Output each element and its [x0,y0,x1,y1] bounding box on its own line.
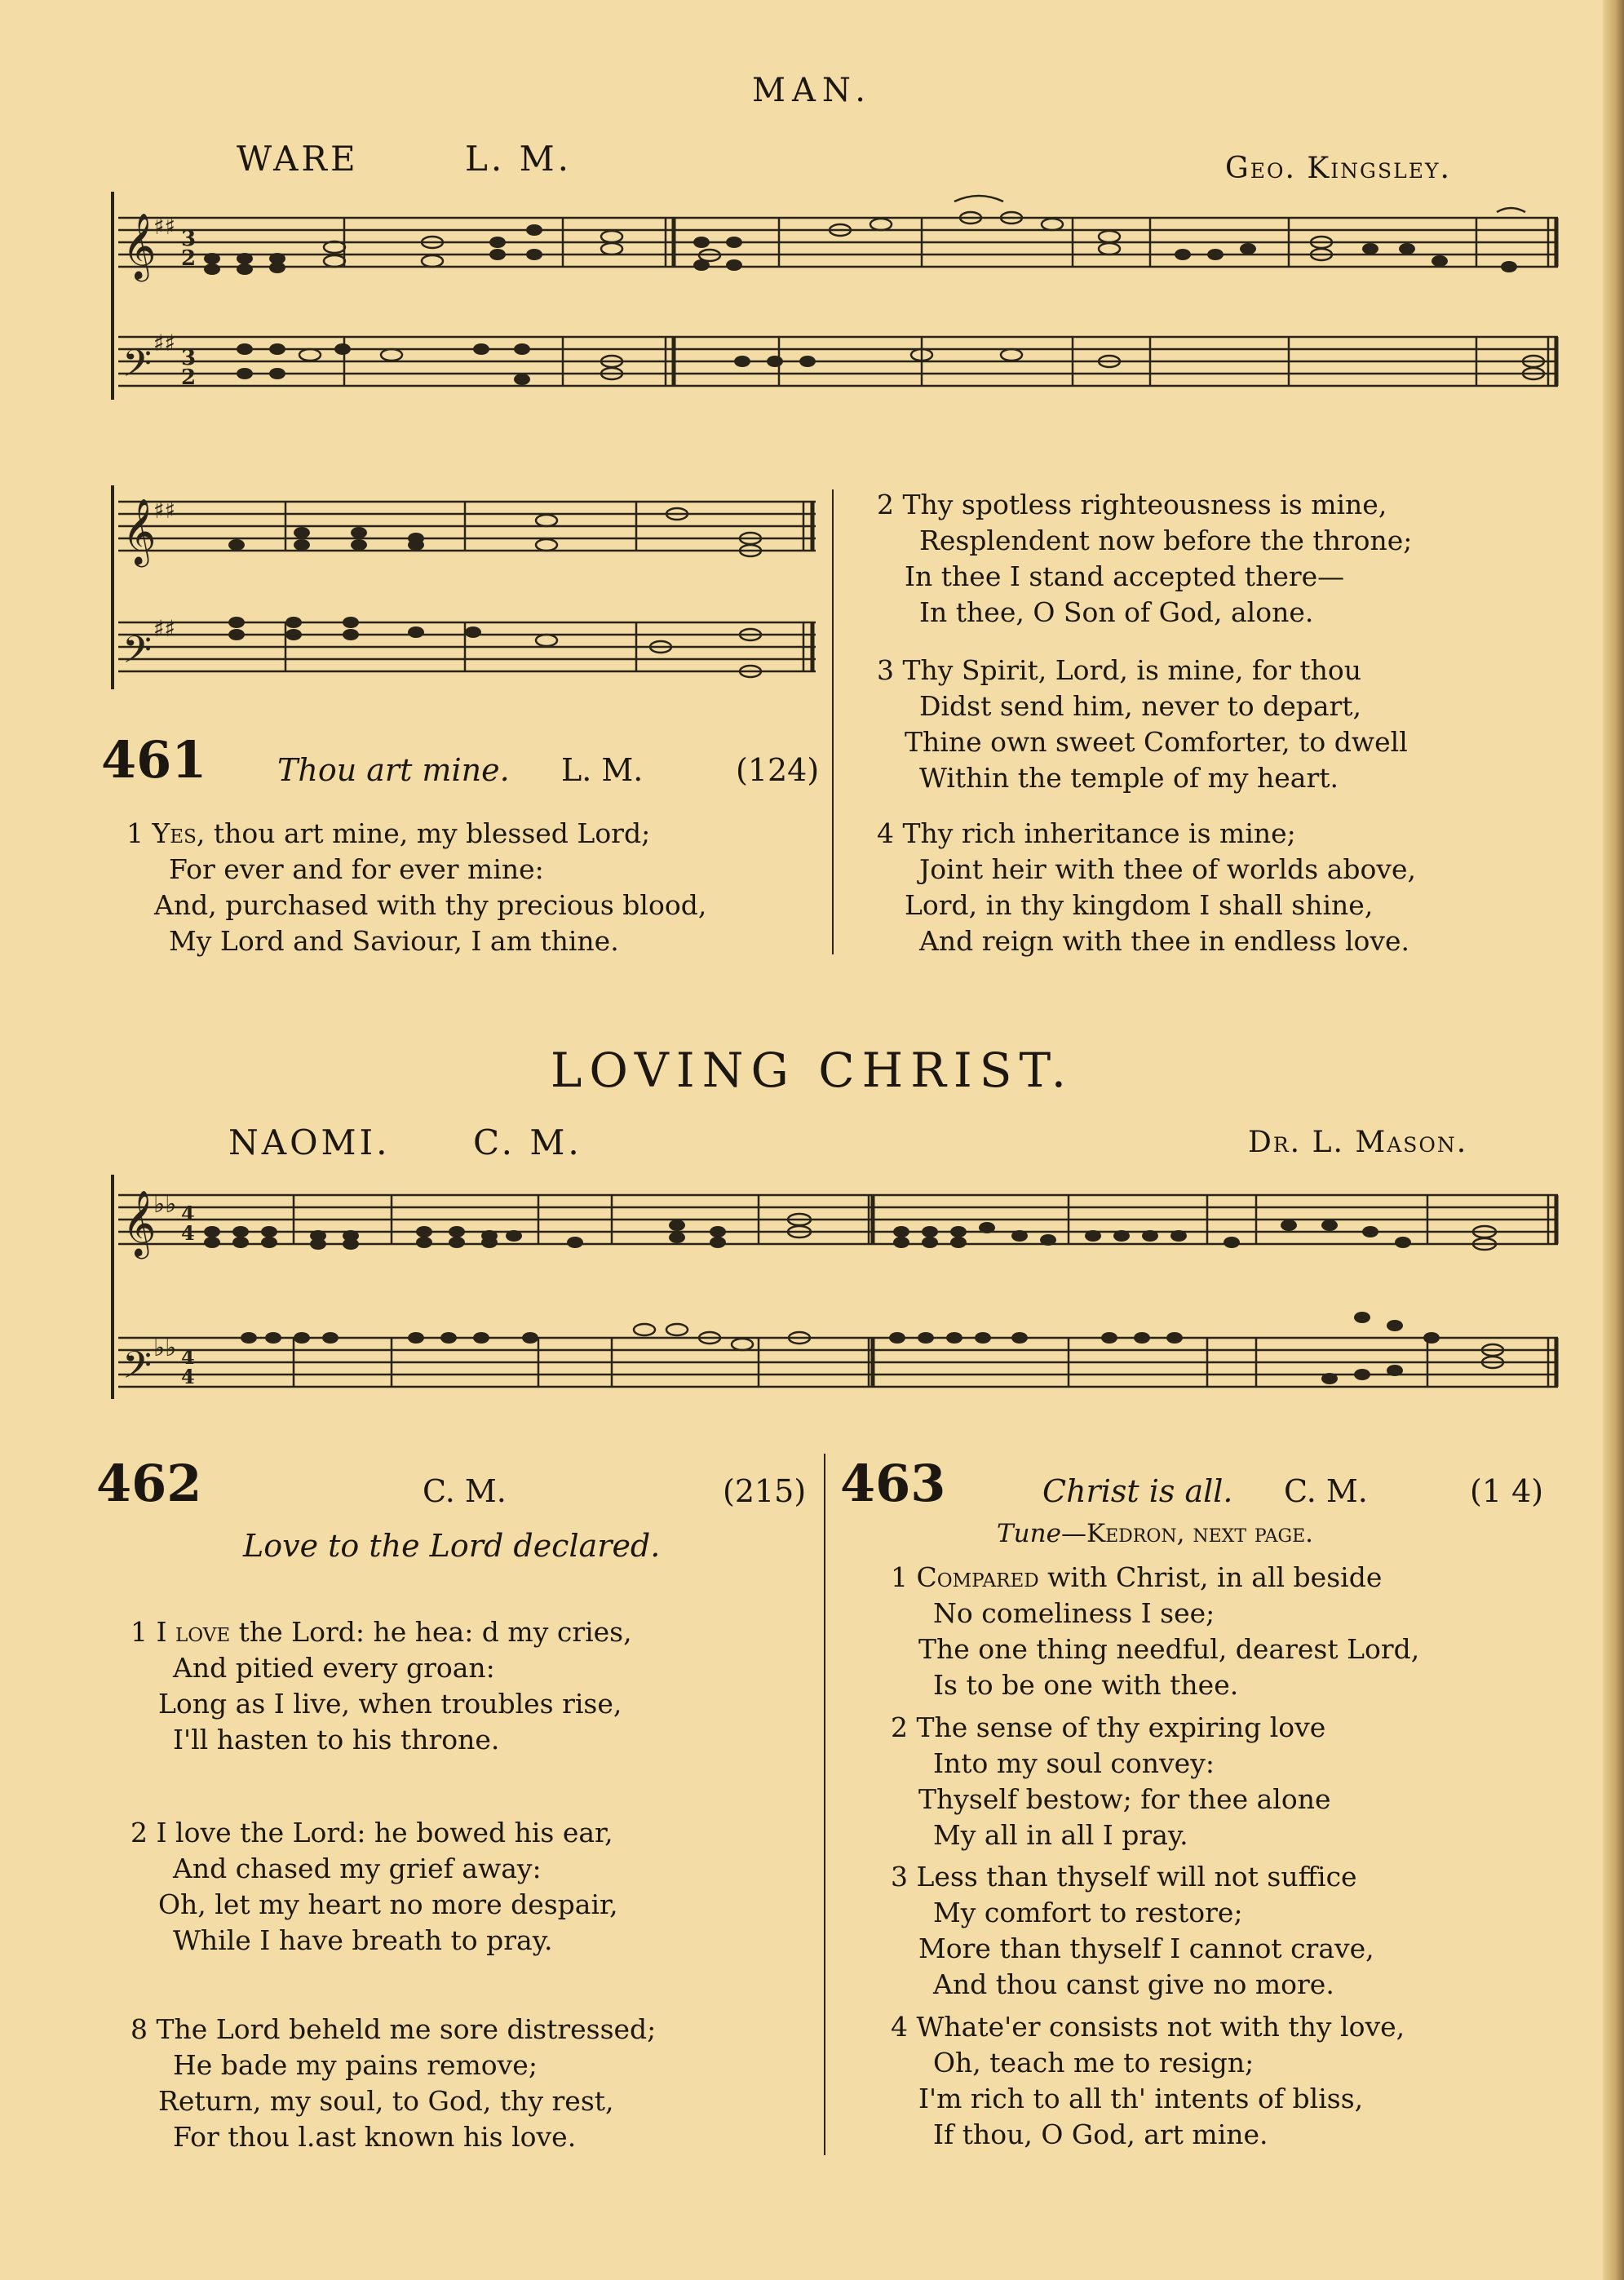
running-title: MAN. [752,72,872,109]
hymn-461-title: Thou art mine. [277,752,510,788]
hymn-461-ref: (124) [736,752,820,788]
naomi-score [106,1167,1566,1436]
svg-text:4: 4 [181,1365,195,1388]
hymn-462-stanza-1: 1 I love the Lord: he hea: d my cries, And pitied every groan: Long as I live, when troubles rise, I'll hasten to his throne. [131,1616,632,1755]
hymn-463-meter: C. M. [1284,1473,1368,1509]
hymn-463-tune-note: Tune—Kedron, next page. [997,1519,1314,1548]
svg-text:4: 4 [181,1345,195,1369]
hymn-463-stanza-3: 3 Less than thyself will not suffice My comfort to restore; More than thyself I cannot crave, And thou canst give no more. [891,1861,1374,2000]
hymn-463-stanza-4: 4 Whate'er consists not with thy love, Oh, teach me to resign; I'm rich to all th' intents of bliss, If thou, O God, art mine. [891,2011,1405,2150]
hymn-462-meter: C. M. [423,1473,507,1509]
svg-text:♯♯: ♯♯ [153,497,176,524]
hymn-462-stanza-3: 8 The Lord beheld me sore distressed; He bade my pains remove; Return, my soul, to God, thy rest, For thou l.ast known his love. [131,2013,657,2153]
ware-composer: Geo. Kingsley. [1225,152,1451,185]
hymn-463-stanza-2: 2 The sense of thy expiring love Into my soul convey: Thyself bestow; for thee alone My all in all I pray. [891,1711,1331,1851]
hymn-462-ref: (215) [723,1473,807,1509]
column-rule-bottom [824,1454,825,2155]
svg-text:3: 3 [181,227,197,251]
hymn-462-stanza-2: 2 I love the Lord: he bowed his ear, And chased my grief away: Oh, let my heart no more despair, While I have breath to pray. [131,1817,618,1956]
svg-text:𝄢: 𝄢 [122,1344,153,1397]
hymn-463-title: Christ is all. [1042,1473,1233,1509]
hymn-463-number: 463 [840,1454,946,1513]
naomi-tune-name: NAOMI. [228,1122,391,1162]
hymn-463-stanza-1: 1 Compared with Christ, in all beside No comeliness I see; The one thing needful, dearest Lord, Is to be one with thee. [891,1561,1420,1701]
section-title: LOVING CHRIST. [550,1043,1074,1098]
page-edge [1603,0,1624,2280]
svg-text:𝄞: 𝄞 [122,498,157,564]
svg-text:𝄢: 𝄢 [122,342,153,395]
hymn-461-stanza-3: 3 Thy Spirit, Lord, is mine, for thou Didst send him, never to depart, Thine own sweet Comforter, to dwell Within the temple of my heart. [877,654,1408,794]
hymn-461-meter: L. M. [561,752,644,788]
hymn-463-ref: (1 4) [1470,1473,1544,1509]
ware-score-continued [106,477,824,726]
svg-text:♯♯: ♯♯ [153,330,176,356]
ware-tune-name: WARE [237,139,359,179]
svg-text:2: 2 [181,246,197,271]
hymn-461-stanza-1: 1 Yes, thou art mine, my blessed Lord; For ever and for ever mine: And, purchased with thy precious blood, My Lord and Saviour, I am thine. [126,817,707,957]
hymn-461-stanza-4: 4 Thy rich inheritance is mine; Joint heir with thee of worlds above, Lord, in thy kingdom I shall shine, And reign with thee in endless love. [877,817,1417,957]
svg-text:𝄞: 𝄞 [122,1189,157,1256]
svg-text:♯♯: ♯♯ [153,213,176,240]
hymn-462-number: 462 [96,1454,202,1513]
svg-text:𝄞: 𝄞 [122,212,157,279]
ware-tune-meter: L. M. [465,139,572,179]
svg-text:4: 4 [181,1221,195,1245]
svg-text:♯♯: ♯♯ [153,615,176,642]
svg-text:♭♭: ♭♭ [153,1190,177,1219]
naomi-composer: Dr. L. Mason. [1248,1126,1468,1159]
column-rule-top [832,489,834,954]
svg-text:♭♭: ♭♭ [153,1334,177,1362]
hymn-462-subtitle: Love to the Lord declared. [243,1528,661,1564]
hymn-461-stanza-2: 2 Thy spotless righteousness is mine, Resplendent now before the throne; In thee I stand accepted there— In thee, O Son of God, alone. [877,489,1413,628]
ware-score [106,184,1566,453]
svg-text:𝄢: 𝄢 [122,628,153,681]
naomi-tune-meter: C. M. [473,1122,582,1162]
svg-text:4: 4 [181,1202,195,1225]
svg-text:2: 2 [181,365,197,390]
hymn-461-number: 461 [101,730,207,790]
ware-system1 [113,192,1558,400]
svg-text:3: 3 [181,346,197,370]
